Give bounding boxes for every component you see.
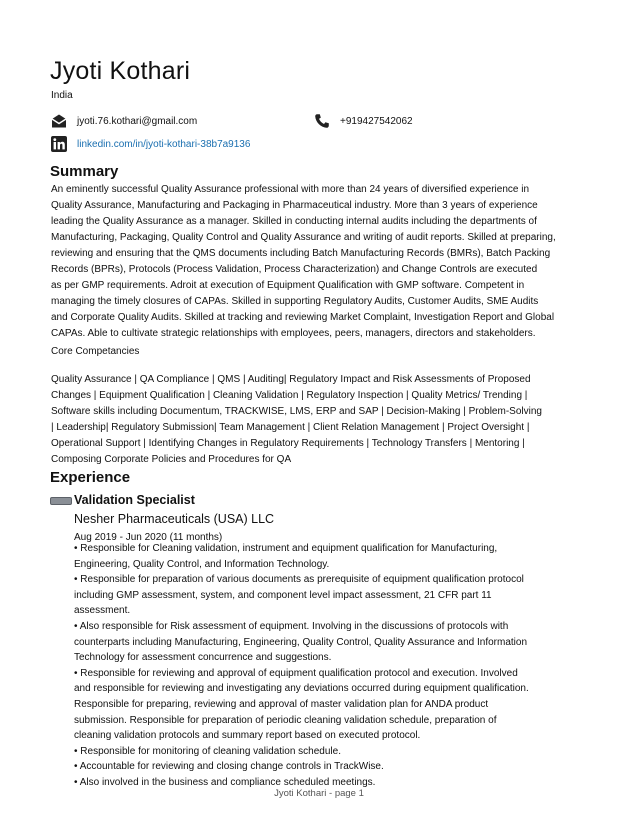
candidate-location: India: [51, 90, 73, 101]
page-footer: Jyoti Kothari - page 1: [274, 788, 364, 799]
job-line: and responsible for reviewing and investigating any deviations occurred during equipment qualification.: [74, 683, 529, 695]
job-line: counterparts including Manufacturing, Engineering, Quality Control, Quality Assurance and Information: [74, 636, 528, 648]
core-line: Software skills including Documentum, TRACKWISE, LMS, ERP and SAP | Decision-Making | Problem-Solving: [51, 406, 542, 417]
job-line: • Responsible for Cleaning validation, instrument and equipment qualification for Manufacturing,: [74, 543, 498, 554]
phone-icon: [314, 113, 330, 129]
summary-text: [51, 182, 586, 342]
email-row: [51, 113, 197, 129]
summary-line: reviewing and ensuring that the QMS documents including Batch Manufacturing Records (BMRs), Batch Packing: [51, 248, 551, 259]
job-line: • Also involved in the business and compliance scheduled meetings.: [74, 776, 376, 788]
company-logo-placeholder: [50, 497, 72, 505]
summary-line: and Corporate Quality Audits. Skilled at tracking and reviewing Market Complaint, Investigation Report and Global: [51, 312, 555, 323]
summary-line: An eminently successful Quality Assurance professional with more than 24 years of diversified experience in: [51, 184, 530, 195]
job-description: [74, 541, 574, 791]
job-line: • Responsible for preparation of various documents as prerequisite of equipment qualification protocol: [74, 574, 524, 586]
experience-heading: Experience: [50, 469, 131, 486]
job-line: • Responsible for reviewing and approval of equipment qualification protocol and execution. Involved: [74, 667, 518, 679]
job-line: Engineering, Quality Control, and Information Technology.: [74, 558, 330, 570]
company-name: Nesher Pharmaceuticals (USA) LLC: [74, 512, 275, 526]
job-dates: Aug 2019 - Jun 2020 (11 months): [74, 532, 223, 543]
summary-line: Records (BPRs), Protocols (Process Validation, Process Characterization) and Change Controls are executed: [51, 264, 538, 275]
email-text[interactable]: jyoti.76.kothari@gmail.com: [77, 115, 198, 127]
job-line: cleaning validation protocols and summary report based on executed protocol.: [74, 730, 421, 742]
core-line: Quality Assurance | QA Compliance | QMS | Auditing| Regulatory Impact and Risk Assessments of Proposed: [51, 374, 531, 385]
job-line: • Responsible for monitoring of cleaning validation schedule.: [74, 745, 341, 757]
job-line: • Accountable for reviewing and closing change controls in TrackWise.: [74, 761, 384, 773]
summary-line: Quality Assurance, Manufacturing and Packaging in Pharmaceutical industry. More than 3 years of experience: [51, 200, 538, 211]
summary-line: CAPAs. Able to cultivate strategic relationships with employees, peers, managers, directors and stakeholders.: [51, 328, 536, 339]
core-line: | Leadership| Regulatory Submission| Team Management | Client Relation Management | Project Oversight |: [51, 422, 530, 433]
job-line: Responsible for preparing, reviewing and approval of master validation plan for ANDA product: [74, 698, 489, 710]
summary-line: managing the timely closures of CAPAs. Skilled in supporting Regulatory Audits, Customer Audits, SME Audits: [51, 296, 539, 307]
job-line: assessment.: [74, 605, 131, 617]
core-line: Operational Support | Identifying Changes in Regulatory Requirements | Technology Transfers | Mentoring |: [51, 438, 525, 449]
core-competencies-text: [51, 372, 586, 468]
linkedin-row: [51, 136, 250, 152]
phone-text[interactable]: +919427542062: [340, 115, 413, 127]
email-icon: [51, 113, 67, 129]
job-line: Technology for assessment concurrence and suggestions.: [74, 652, 332, 664]
linkedin-link[interactable]: linkedin.com/in/jyoti-kothari-38b7a9136: [77, 138, 251, 150]
summary-line: leading the Quality Assurance as a manager. Skilled in conducting internal audits including the departments of: [51, 216, 537, 227]
core-line: Changes | Equipment Qualification | Cleaning Validation | Regulatory Inspection | Quality Metrics/ Trending |: [51, 390, 528, 401]
summary-heading: Summary: [50, 163, 119, 180]
summary-line: as per GMP requirements. Adroit at execution of Equipment Qualification with GMP software. Competent in: [51, 280, 525, 291]
core-line: Composing Corporate Policies and Procedures for QA: [51, 454, 292, 465]
job-line: • Also responsible for Risk assessment of equipment. Involving in the discussions of protocols with: [74, 620, 509, 632]
job-line: including GMP assessment, system, and component level impact assessment, 21 CFR part 11: [74, 589, 492, 601]
job-title: Validation Specialist: [74, 493, 195, 507]
linkedin-icon: [51, 136, 67, 152]
core-competencies-heading: Core Competancies: [51, 346, 140, 357]
candidate-name: Jyoti Kothari: [50, 57, 191, 85]
job-line: submission. Responsible for preparation of periodic cleaning validation schedule, preparation of: [74, 714, 497, 726]
summary-line: Manufacturing, Packaging, Quality Control and Quality Assurance and writing of audit reports. Skilled at preparing,: [51, 232, 556, 243]
phone-row: [314, 113, 413, 129]
